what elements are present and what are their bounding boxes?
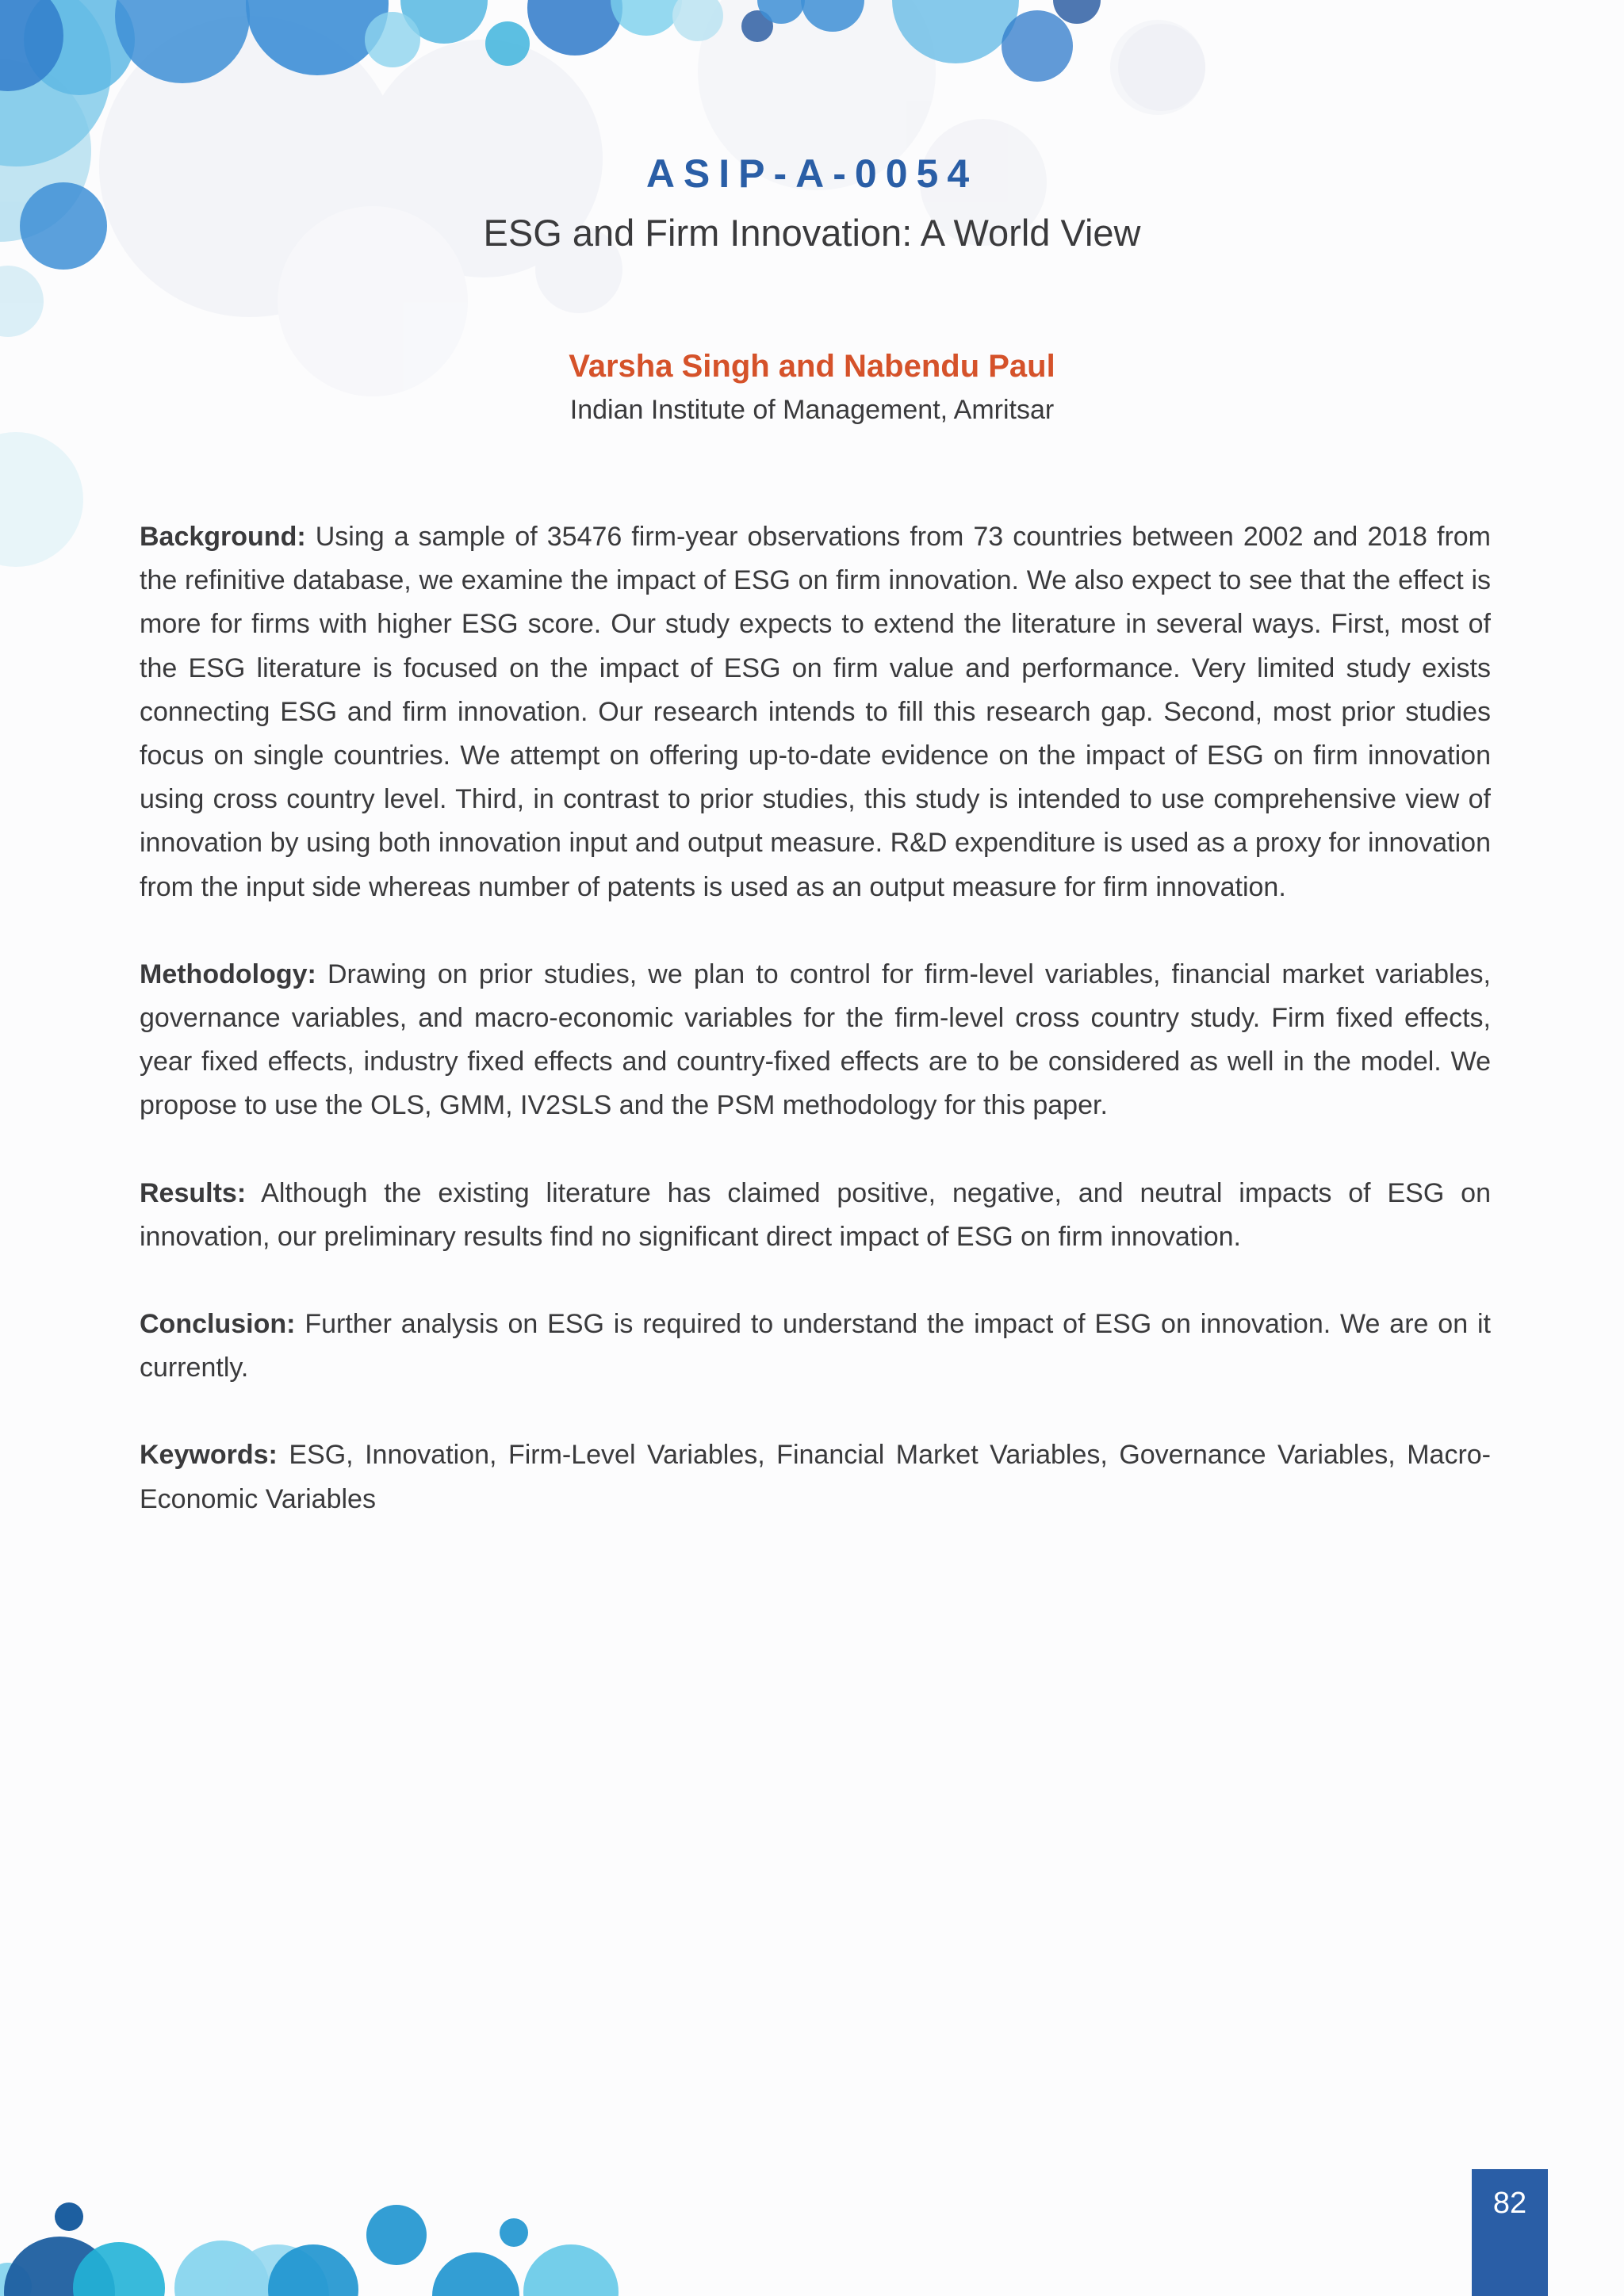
section-text: Using a sample of 35476 firm-year observations from 73 countries between 2002 and 2018 from the refinitive database, we examine the impact of ESG on firm innovation. We also expect to see that the effect is more for firms with higher ESG score. Our study expects to extend the literature in several ways. First, most of the ESG literature is focused on the impact of ESG on firm value and performance. Very limited study exists connecting ESG and firm innovation. Our research intends to fill this research gap. Second, most prior studies focus on single countries. We attempt on offering up-to-date evidence on the impact of ESG on firm innovation using cross country level. Third, in contrast to prior studies, this study is intended to use comprehensive view of innovation by using both innovation input and output measure. R&D expenditure is used as a proxy for innovation from the input side whereas number of patents is used as an output measure for firm innovation.	[140, 522, 1492, 902]
conclusion-section	[140, 1303, 1491, 1390]
background-section	[140, 515, 1491, 909]
section-label: Keywords:	[140, 1440, 278, 1471]
section-label: Background:	[140, 522, 306, 552]
top-bubbles-decoration	[0, 0, 1624, 603]
methodology-section	[140, 953, 1491, 1128]
section-label: Conclusion:	[140, 1309, 296, 1340]
keywords-section	[140, 1433, 1491, 1521]
section-text: Although the existing literature has claimed positive, negative, and neutral impacts of ESG on innovation, our preliminary results find no significant direct impact of ESG on firm innovation.	[140, 1177, 1491, 1252]
abstract-body	[140, 515, 1491, 1565]
paper-code: ASIP-A-0054	[645, 151, 979, 196]
section-text: Drawing on prior studies, we plan to control for firm-level variables, financial market variables, governance variables, and macro-economic variables for the firm-level cross country study. Firm fixed effects, year fixed effects, industry fixed effects and country-fixed effects are to be considered as well in the model. We propose to use the OLS, GMM, IV2SLS and the PSM methodology for this paper.	[140, 959, 1492, 1121]
authors: Varsha Singh and Nabendu Paul	[569, 349, 1055, 384]
section-text: Further analysis on ESG is required to understand the impact of ESG on innovation. We are on it currently.	[140, 1309, 1491, 1383]
section-label: Methodology:	[140, 959, 316, 989]
bottom-bubbles-decoration	[0, 2201, 650, 2296]
section-text: ESG, Innovation, Firm-Level Variables, Financial Market Variables, Governance Variables, Macro-Economic Variables	[140, 1440, 1492, 1514]
affiliation: Indian Institute of Management, Amritsar	[569, 395, 1055, 425]
paper-title: ESG and Firm Innovation: A World View	[483, 212, 1141, 254]
section-label: Results:	[140, 1177, 247, 1208]
page-number: 82	[1472, 2169, 1548, 2296]
results-section	[140, 1172, 1491, 1259]
